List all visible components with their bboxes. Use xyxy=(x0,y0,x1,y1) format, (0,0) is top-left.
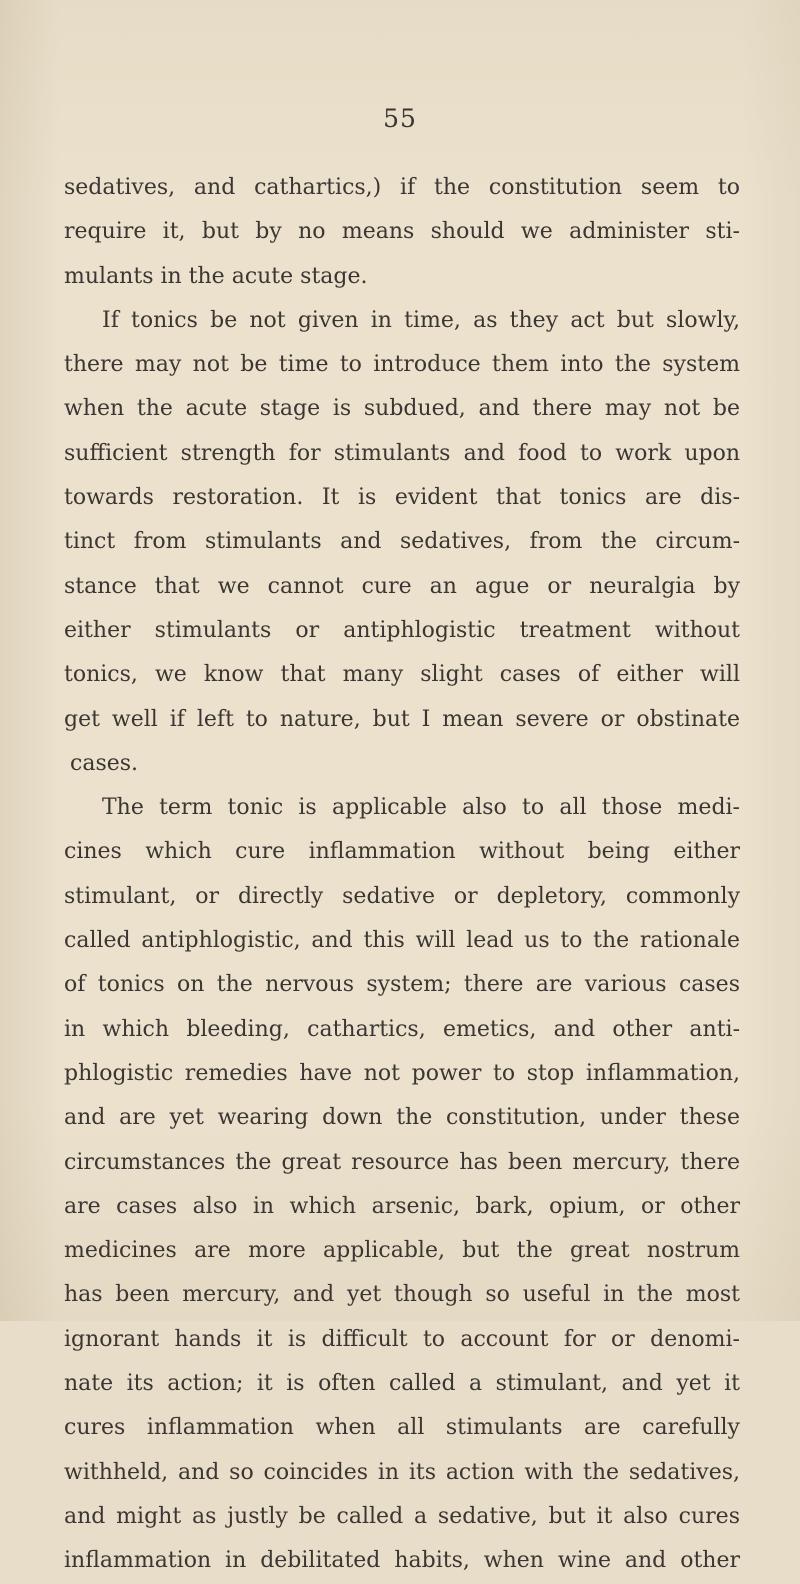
body-text xyxy=(64,166,740,1584)
text-line: sedatives, and cathartics,) if the constitution seem to xyxy=(64,175,740,200)
text-line: withheld, and so coincides in its action with the sedatives, xyxy=(64,1459,740,1485)
text-line: ignorant hands it is difficult to account for or denomi- xyxy=(64,1326,740,1352)
text-line: get well if left to nature, but I mean severe or obstinate xyxy=(64,706,740,732)
text-line: called antiphlogistic, and this will lead us to the rationale xyxy=(64,928,740,954)
text-line: tonics, we know that many slight cases of either will xyxy=(64,662,740,688)
text-line: cines which cure inflammation without being either xyxy=(64,839,740,865)
paragraph-start-line: If tonics be not given in time, as they act but slowly, xyxy=(102,307,740,333)
text-line: require it, but by no means should we administer sti- xyxy=(64,219,740,245)
text-line: stimulant, or directly sedative or depletory, commonly xyxy=(64,883,740,909)
text-line: inflammation in debilitated habits, when wine and other xyxy=(64,1548,740,1574)
text-line: stance that we cannot cure an ague or neuralgia by xyxy=(64,573,740,599)
text-line: sufficient strength for stimulants and food to work upon xyxy=(64,440,740,466)
text-line: cases. xyxy=(70,750,139,776)
text-line: has been mercury, and yet though so useful in the most xyxy=(64,1282,740,1308)
text-line: medicines are more applicable, but the great nostrum xyxy=(64,1238,740,1264)
text-line: nate its action; it is often called a stimulant, and yet it xyxy=(64,1371,740,1397)
text-line: cures inflammation when all stimulants are carefully xyxy=(64,1415,740,1441)
text-line: either stimulants or antiphlogistic treatment without xyxy=(64,617,740,643)
text-line: towards restoration. It is evident that tonics are dis- xyxy=(64,485,740,511)
text-line: when the acute stage is subdued, and there may not be xyxy=(64,396,740,422)
text-line: tinct from stimulants and sedatives, from the circum- xyxy=(64,529,740,555)
text-line: and might as justly be called a sedative, but it also cures xyxy=(64,1503,740,1529)
text-line: of tonics on the nervous system; there are various cases xyxy=(64,972,740,998)
text-line: and are yet wearing down the constitution, under these xyxy=(64,1105,740,1131)
page-number: 55 xyxy=(383,104,417,133)
text-line: in which bleeding, cathartics, emetics, and other anti- xyxy=(64,1016,740,1042)
paragraph-start-line: The term tonic is applicable also to all those medi- xyxy=(102,795,740,821)
text-line: there may not be time to introduce them into the system xyxy=(64,352,740,378)
text-line: circumstances the great resource has been mercury, there xyxy=(64,1149,740,1175)
text-line: are cases also in which arsenic, bark, opium, or other xyxy=(64,1193,740,1219)
text-line: mulants in the acute stage. xyxy=(64,263,368,289)
text-line: phlogistic remedies have not power to stop inflammation, xyxy=(64,1060,740,1086)
